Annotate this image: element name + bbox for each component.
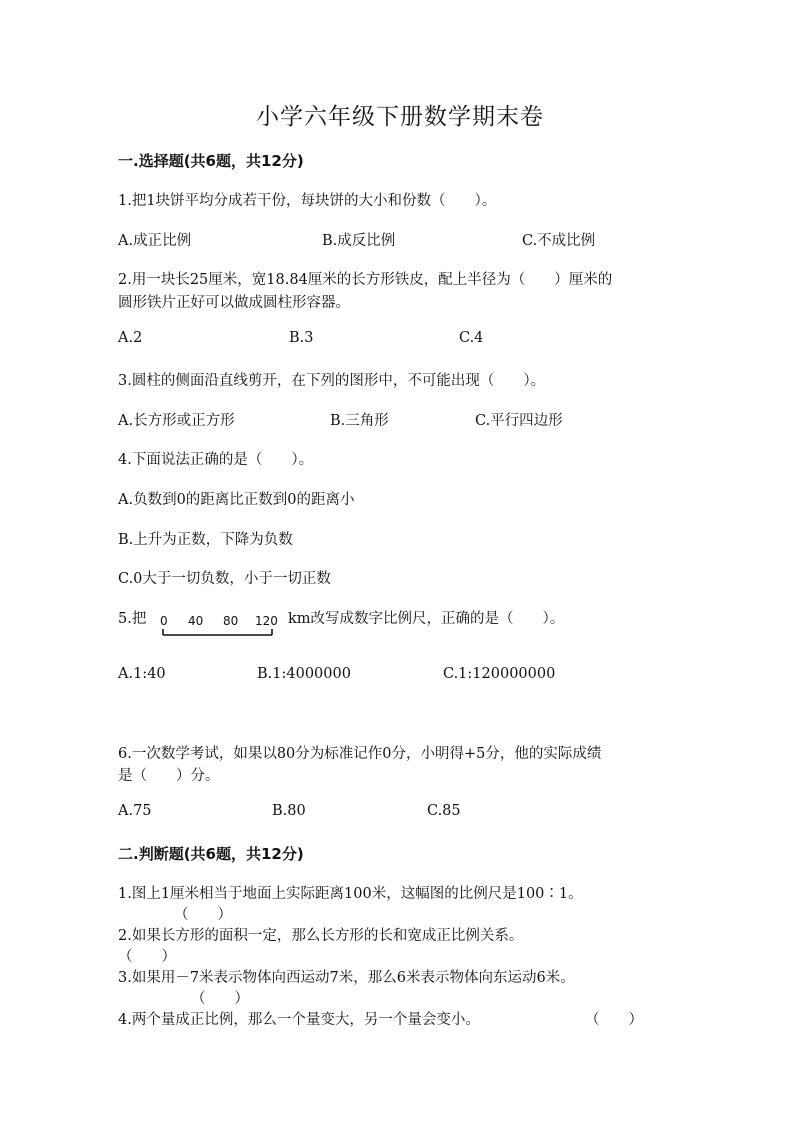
line-scale-figure (158, 614, 278, 644)
judge-4-blank[interactable]: （ ） (585, 1012, 643, 1028)
question-3-text: 3.圆柱的侧面沿直线剪开，在下列的图形中，不可能出现（ ）。 (118, 373, 546, 389)
judge-1-text: 1.图上1厘米相当于地面上实际距离100米，这幅图的比例尺是100∶1。 (118, 886, 583, 902)
judge-2-blank[interactable]: （ ） (118, 949, 176, 965)
question-3-option-a[interactable]: A.长方形或正方形 (118, 413, 235, 429)
question-5-prefix: 5.把 (118, 611, 147, 627)
question-2-option-b[interactable]: B.3 (289, 330, 314, 346)
question-4-text: 4.下面说法正确的是（ ）。 (118, 452, 314, 468)
question-2-option-a[interactable]: A.2 (118, 330, 143, 346)
question-6-option-c[interactable]: C.85 (427, 803, 461, 819)
question-6-option-a[interactable]: A.75 (118, 803, 152, 819)
question-1-option-b[interactable]: B.成反比例 (322, 233, 396, 249)
scale-bar-svg (158, 614, 278, 644)
section-heading-judge: 二.判断题(共6题，共12分) (118, 845, 304, 863)
question-6-option-b[interactable]: B.80 (272, 803, 306, 819)
question-3-option-b[interactable]: B.三角形 (330, 413, 389, 429)
scale-label-120: 120 (255, 614, 278, 628)
scale-label-40: 40 (188, 614, 204, 628)
judge-3-blank[interactable]: （ ） (191, 991, 249, 1007)
judge-1-blank[interactable]: （ ） (174, 907, 232, 923)
question-1-option-c[interactable]: C.不成比例 (522, 233, 596, 249)
scale-label-0: 0 (160, 614, 168, 628)
question-1-option-a[interactable]: A.成正比例 (118, 233, 192, 249)
question-5-option-c[interactable]: C.1:120000000 (443, 666, 556, 682)
question-6-text-line1: 6.一次数学考试，如果以80分为标准记作0分，小明得+5分，他的实际成绩 (118, 746, 602, 762)
question-4-option-b[interactable]: B.上升为正数，下降为负数 (118, 532, 293, 548)
scale-label-80: 80 (223, 614, 239, 628)
question-1-text: 1.把1块饼平均分成若干份，每块饼的大小和份数（ ）。 (118, 193, 497, 209)
question-2-option-c[interactable]: C.4 (459, 330, 484, 346)
judge-3-text: 3.如果用－7米表示物体向西运动7米，那么6米表示物体向东运动6米。 (118, 970, 575, 986)
question-5-option-a[interactable]: A.1:40 (118, 666, 166, 682)
question-2-text-line1: 2.用一块长25厘米，宽18.84厘米的长方形铁皮，配上半径为（ ）厘米的 (118, 272, 613, 288)
question-5-option-b[interactable]: B.1:4000000 (257, 666, 351, 682)
judge-4-text: 4.两个量成正比例，那么一个量变大，另一个量会变小。 (118, 1012, 480, 1028)
page-title: 小学六年级下册数学期末卷 (256, 104, 544, 130)
question-2-text-line2: 圆形铁片正好可以做成圆柱形容器。 (118, 295, 350, 311)
question-3-option-c[interactable]: C.平行四边形 (475, 413, 563, 429)
judge-2-text: 2.如果长方形的面积一定，那么长方形的长和宽成正比例关系。 (118, 928, 524, 944)
question-4-option-a[interactable]: A.负数到0的距离比正数到0的距离小 (118, 492, 355, 508)
section-heading-choice: 一.选择题(共6题，共12分) (118, 152, 304, 170)
question-4-option-c[interactable]: C.0大于一切负数，小于一切正数 (118, 571, 331, 587)
question-5-suffix: km改写成数字比例尺，正确的是（ ）。 (288, 611, 565, 627)
question-6-text-line2: 是（ ）分。 (118, 768, 220, 784)
